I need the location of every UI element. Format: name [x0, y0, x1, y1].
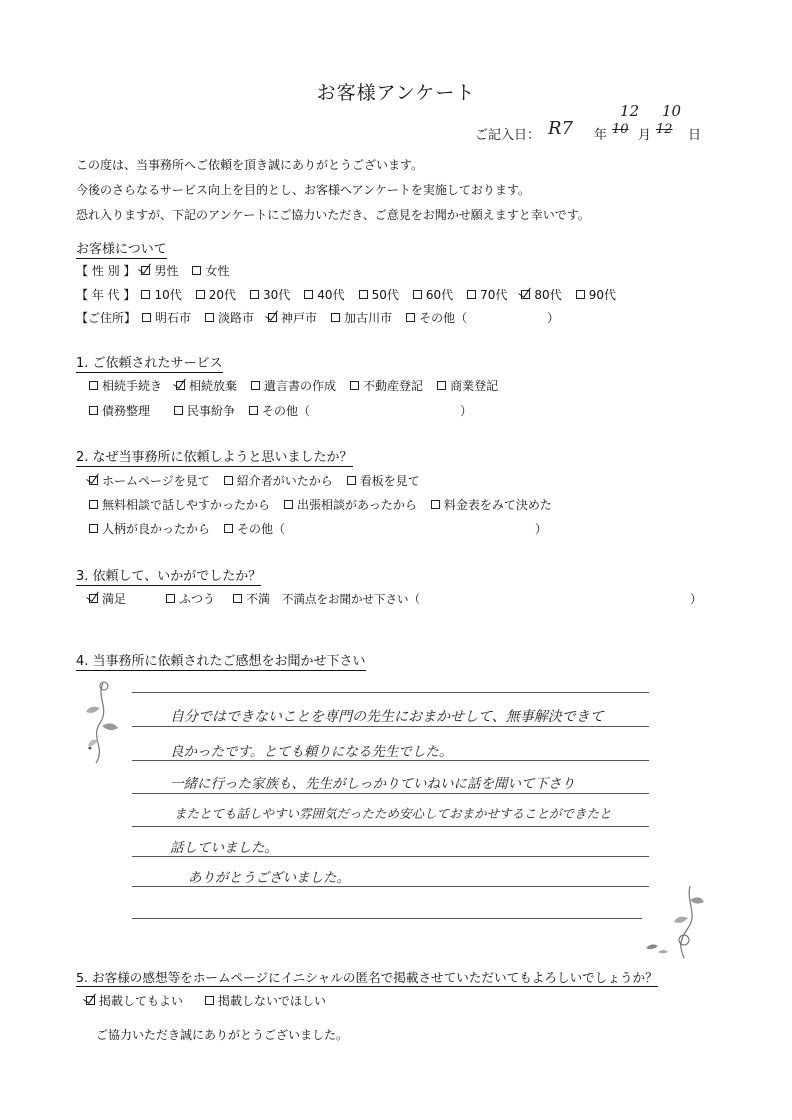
floral-decoration-left-icon	[78, 678, 128, 768]
age-row	[76, 286, 630, 303]
checkbox-icon[interactable]	[331, 313, 340, 322]
checkbox-icon[interactable]	[431, 500, 440, 509]
checkbox-icon[interactable]	[224, 524, 233, 533]
service-real-estate-option[interactable]	[350, 377, 423, 394]
q1-heading	[76, 352, 223, 371]
dissatisfaction-prompt: 不満点をお聞かせ下さい（	[282, 591, 421, 606]
checkbox-checked-icon[interactable]	[141, 266, 150, 275]
checkbox-checked-icon[interactable]	[89, 594, 98, 603]
q2-heading-text: 2. なぜ当事務所に依頼しようと思いましたか？	[76, 450, 353, 465]
option-label: 加古川市	[344, 311, 393, 325]
age-70-option[interactable]	[467, 286, 507, 303]
age-50-option[interactable]	[359, 286, 399, 303]
service-other-close: ）	[460, 404, 473, 418]
option-label: その他（	[262, 404, 311, 418]
option-label: 淡路市	[218, 311, 255, 325]
option-label: 80代	[534, 288, 562, 302]
option-label: 相続手続き	[102, 379, 163, 393]
age-90-option[interactable]	[576, 286, 616, 303]
age-20-option[interactable]	[196, 286, 236, 303]
q4-heading-text: 4. 当事務所に依頼されたご感想をお聞かせ下さい	[76, 654, 366, 669]
date-label: ご記入日：	[475, 128, 541, 143]
q2-row-3	[89, 520, 547, 537]
service-will-option[interactable]	[251, 377, 336, 394]
reason-visit-consult-option[interactable]	[284, 496, 417, 513]
comment-ruled-line	[132, 886, 649, 887]
page-title: お客様アンケート	[316, 82, 476, 104]
gender-female-option[interactable]	[192, 262, 229, 279]
option-label: 紹介者がいたから	[236, 474, 333, 488]
checkbox-icon[interactable]	[196, 290, 205, 299]
address-label: 【ご住所】	[76, 311, 137, 325]
comment-ruled-line	[132, 793, 649, 794]
comment-ruled-line	[132, 856, 649, 857]
satisfaction-dissatisfied-option[interactable]	[233, 590, 270, 607]
option-label: 女性	[205, 264, 230, 278]
option-label: 債務整理	[102, 404, 151, 418]
q5-row	[86, 992, 340, 1009]
date-month-unit: 月	[638, 128, 652, 143]
q4-heading	[76, 650, 366, 669]
checkbox-icon[interactable]	[224, 476, 233, 485]
option-label: 40代	[317, 288, 345, 302]
address-other-close: ）	[547, 311, 560, 325]
option-label: 60代	[425, 288, 454, 302]
q2-row-2	[89, 496, 566, 513]
checkbox-icon[interactable]	[304, 290, 313, 299]
comment-line-3[interactable]: 一緒に行った家族も、先生がしっかりていねいに話を聞いて下さり	[170, 776, 575, 792]
checkbox-icon[interactable]	[437, 381, 446, 390]
date-era-value[interactable]: R7	[548, 118, 574, 139]
checkbox-icon[interactable]	[249, 406, 258, 415]
option-label: 民事紛争	[187, 404, 236, 418]
publish-declined-option[interactable]	[205, 992, 326, 1009]
option-label: 相続放棄	[189, 379, 238, 393]
checkbox-checked-icon[interactable]	[268, 313, 277, 322]
address-akashi-option[interactable]	[142, 309, 191, 326]
comment-line-5[interactable]: 話していました。	[170, 840, 278, 856]
date-day-unit: 日	[688, 128, 702, 143]
checkbox-icon[interactable]	[205, 313, 214, 322]
reason-signboard-option[interactable]	[347, 472, 420, 489]
q2-row-1	[89, 472, 434, 489]
option-label: ホームページを見て	[102, 474, 210, 488]
publish-allowed-option[interactable]	[86, 992, 183, 1009]
gender-row	[76, 262, 243, 279]
checkbox-icon[interactable]	[406, 313, 415, 322]
option-label: 神戸市	[281, 311, 318, 325]
option-label: その他（	[237, 522, 286, 536]
q2-heading	[76, 446, 353, 465]
checkbox-icon[interactable]	[89, 381, 98, 390]
checkbox-icon[interactable]	[467, 290, 476, 299]
option-label: 90代	[588, 288, 616, 302]
checkbox-icon[interactable]	[413, 290, 422, 299]
age-30-option[interactable]	[250, 286, 290, 303]
option-label: 料金表をみて決めた	[443, 498, 552, 512]
age-60-option[interactable]	[413, 286, 453, 303]
option-label: 男性	[154, 264, 179, 278]
checkbox-icon[interactable]	[205, 996, 214, 1005]
date-month-crossed: 10	[612, 122, 629, 137]
checkbox-icon[interactable]	[284, 500, 293, 509]
checkbox-icon[interactable]	[576, 290, 585, 299]
reason-personality-option[interactable]	[89, 520, 210, 537]
comment-line-1[interactable]: 自分ではできないことを専門の先生におまかせして、無事解決できて	[170, 709, 604, 725]
age-40-option[interactable]	[304, 286, 344, 303]
intro-line-2: 今後のさらなるサービス向上を目的とし、お客様へアンケートを実施しております。	[76, 183, 530, 197]
service-civil-option[interactable]	[174, 402, 235, 419]
q5-heading	[76, 967, 658, 986]
q3-heading-text: 3. 依頼して、いかがでしたか？	[76, 569, 262, 584]
floral-decoration-right-icon	[640, 882, 710, 962]
service-commercial-option[interactable]	[437, 377, 498, 394]
address-other-option[interactable]	[406, 309, 467, 326]
option-label: 商業登記	[450, 379, 499, 393]
option-label: 無料相談で話しやすかったから	[102, 498, 271, 512]
reason-homepage-option[interactable]	[89, 472, 210, 489]
checkbox-icon[interactable]	[89, 500, 98, 509]
option-label: 不満	[246, 592, 271, 606]
service-inheritance-renunciation-option[interactable]	[176, 377, 237, 394]
checkbox-icon[interactable]	[192, 266, 201, 275]
checkbox-icon[interactable]	[233, 594, 242, 603]
checkbox-icon[interactable]	[166, 594, 175, 603]
comment-ruled-line	[132, 826, 649, 827]
q5-heading-text: 5. お客様の感想等をホームページにイニシャルの匿名で掲載させていただいてもよろしいでしょうか？	[76, 970, 658, 985]
intro-line-3: 恐れ入りますが、下記のアンケートにご協力いただき、ご意見をお聞かせ願えますと幸いです。	[76, 208, 590, 222]
checkbox-icon[interactable]	[359, 290, 368, 299]
checkbox-icon[interactable]	[251, 381, 260, 390]
option-label: 掲載しないでほしい	[218, 994, 327, 1008]
comment-ruled-line	[132, 692, 649, 693]
option-label: その他（	[419, 311, 468, 325]
satisfaction-normal-option[interactable]	[166, 590, 215, 607]
comment-line-6[interactable]: ありがとうございました。	[188, 870, 350, 886]
checkbox-checked-icon[interactable]	[176, 381, 185, 390]
reason-price-option[interactable]	[431, 496, 552, 513]
date-month-value[interactable]: 12	[620, 102, 640, 120]
date-year-unit: 年	[594, 128, 608, 143]
q3-heading	[76, 565, 261, 584]
comment-ruled-line	[132, 726, 649, 727]
option-label: 50代	[371, 288, 399, 302]
checkbox-icon[interactable]	[350, 381, 359, 390]
gender-label: 【 性 別 】	[76, 264, 136, 278]
option-label: 30代	[263, 288, 291, 302]
service-other-option[interactable]	[249, 402, 310, 419]
date-day-value[interactable]: 10	[662, 102, 682, 120]
comment-line-2[interactable]: 良かったです。とても頼りになる先生でした。	[170, 744, 453, 760]
closing-message: ご協力いただき誠にありがとうございました。	[96, 1028, 349, 1042]
comment-ruled-line	[132, 918, 642, 919]
reason-other-option[interactable]	[224, 520, 285, 537]
option-label: 看板を見て	[359, 474, 420, 488]
about-heading	[76, 238, 167, 257]
checkbox-icon[interactable]	[89, 524, 98, 533]
q1-row-2	[89, 402, 472, 419]
address-row	[76, 309, 559, 326]
comment-line-4[interactable]: またとても話しやすい雰囲気だったため安心しておまかせすることができたと	[174, 806, 612, 821]
option-label: 70代	[480, 288, 508, 302]
q3-row	[89, 590, 702, 607]
option-label: 出張相談があったから	[297, 498, 417, 512]
q1-heading-text: 1. ご依頼されたサービス	[76, 356, 223, 371]
reason-other-close: ）	[535, 522, 548, 536]
service-inheritance-procedure-option[interactable]	[89, 377, 162, 394]
option-label: 不動産登記	[363, 379, 424, 393]
option-label: 明石市	[155, 311, 192, 325]
gender-male-option[interactable]	[141, 262, 178, 279]
about-heading-text: お客様について	[76, 242, 167, 257]
option-label: 掲載してもよい	[99, 994, 184, 1008]
option-label: 遺言書の作成	[264, 379, 337, 393]
checkbox-icon[interactable]	[141, 290, 150, 299]
checkbox-icon[interactable]	[250, 290, 259, 299]
option-label: 人柄が良かったから	[102, 522, 211, 536]
age-label: 【 年 代 】	[76, 288, 136, 302]
comment-ruled-line	[132, 760, 649, 761]
checkbox-icon[interactable]	[142, 313, 151, 322]
option-label: 20代	[208, 288, 237, 302]
option-label: 満足	[102, 592, 127, 606]
age-10-option[interactable]	[141, 286, 181, 303]
address-kobe-option[interactable]	[268, 309, 317, 326]
checkbox-checked-icon[interactable]	[89, 476, 98, 485]
intro-line-1: この度は、当事務所へご依頼を頂き誠にありがとうございます。	[76, 158, 424, 172]
dissatisfaction-close: ）	[690, 592, 703, 606]
age-80-option[interactable]	[521, 286, 561, 303]
checkbox-icon[interactable]	[347, 476, 356, 485]
reason-free-consult-option[interactable]	[89, 496, 270, 513]
satisfaction-satisfied-option[interactable]	[89, 590, 126, 607]
address-awaji-option[interactable]	[205, 309, 254, 326]
checkbox-icon[interactable]	[89, 406, 98, 415]
reason-referral-option[interactable]	[224, 472, 333, 489]
checkbox-icon[interactable]	[174, 406, 183, 415]
checkbox-checked-icon[interactable]	[521, 290, 530, 299]
option-label: 10代	[154, 288, 182, 302]
option-label: ふつう	[179, 592, 216, 606]
address-kakogawa-option[interactable]	[331, 309, 392, 326]
checkbox-checked-icon[interactable]	[86, 996, 95, 1005]
date-day-crossed: 12	[656, 122, 673, 137]
q1-row-1	[89, 377, 512, 394]
service-debt-option[interactable]	[89, 402, 150, 419]
